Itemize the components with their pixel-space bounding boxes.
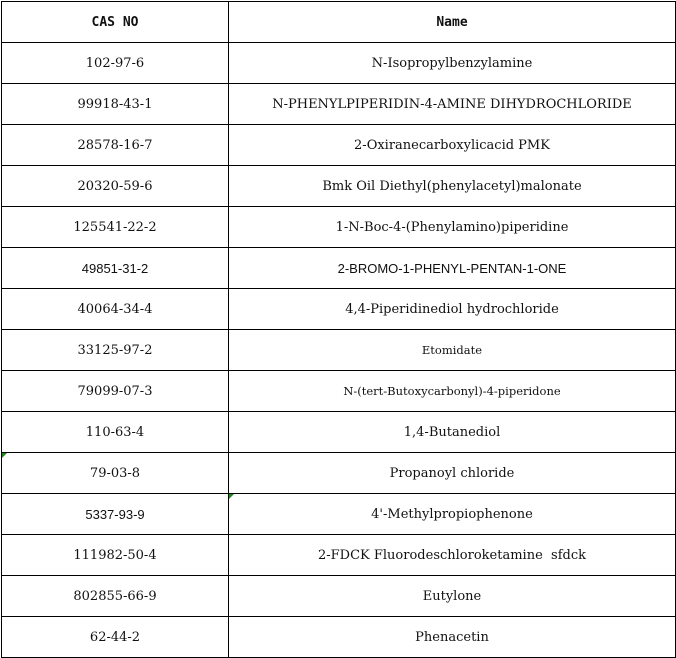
table-row bbox=[2, 125, 676, 166]
table-row bbox=[2, 535, 676, 576]
table-row bbox=[2, 84, 676, 125]
table-row bbox=[2, 43, 676, 84]
table-row bbox=[2, 248, 676, 289]
cas-number-cell: 802855-66-9 bbox=[2, 576, 229, 617]
chemical-name-cell: 1,4-Butanediol bbox=[229, 412, 676, 453]
cas-number-cell: 49851-31-2 bbox=[2, 248, 229, 289]
chemical-name-cell: 2-BROMO-1-PHENYL-PENTAN-1-ONE bbox=[229, 248, 676, 289]
cell-corner-marker bbox=[229, 494, 234, 499]
table-row bbox=[2, 412, 676, 453]
cas-number-cell: 28578-16-7 bbox=[2, 125, 229, 166]
table-row bbox=[2, 289, 676, 330]
header-cas-no: CAS NO bbox=[2, 2, 229, 43]
cas-number-cell: 111982-50-4 bbox=[2, 535, 229, 576]
header-name: Name bbox=[229, 2, 676, 43]
chemical-name-cell: Bmk Oil Diethyl(phenylacetyl)malonate bbox=[229, 166, 676, 207]
chemical-name-cell bbox=[229, 494, 676, 535]
cas-number-cell: 110-63-4 bbox=[2, 412, 229, 453]
cas-number-cell: 20320-59-6 bbox=[2, 166, 229, 207]
table-row bbox=[2, 576, 676, 617]
chemical-name-cell: N-PHENYLPIPERIDIN-4-AMINE DIHYDROCHLORIDE bbox=[229, 84, 676, 125]
cas-number-cell: 79099-07-3 bbox=[2, 371, 229, 412]
chemical-name-cell: Eutylone bbox=[229, 576, 676, 617]
cell-corner-marker bbox=[2, 453, 7, 458]
cas-number-cell: 40064-34-4 bbox=[2, 289, 229, 330]
table-row bbox=[2, 330, 676, 371]
table-header-row bbox=[2, 2, 676, 43]
chemical-name-cell: Etomidate bbox=[229, 330, 676, 371]
table-row bbox=[2, 371, 676, 412]
chemical-name-cell: Phenacetin bbox=[229, 617, 676, 658]
table-row bbox=[2, 166, 676, 207]
chemical-name-cell: Propanoyl chloride bbox=[229, 453, 676, 494]
cas-name-table bbox=[1, 1, 676, 658]
chemical-name-cell: 2-Oxiranecarboxylicacid PMK bbox=[229, 125, 676, 166]
chemical-name-cell: 2-FDCK Fluorodeschloroketamine sfdck bbox=[229, 535, 676, 576]
table-row bbox=[2, 494, 676, 535]
cas-number-cell: 62-44-2 bbox=[2, 617, 229, 658]
chemical-name-cell: N-Isopropylbenzylamine bbox=[229, 43, 676, 84]
chemical-name-cell: 4,4-Piperidinediol hydrochloride bbox=[229, 289, 676, 330]
chemical-name-text: 4'-Methylpropiophenone bbox=[371, 506, 533, 522]
chemical-name-cell: 1-N-Boc-4-(Phenylamino)piperidine bbox=[229, 207, 676, 248]
cas-number-cell: 99918-43-1 bbox=[2, 84, 229, 125]
cas-number-cell: 5337-93-9 bbox=[2, 494, 229, 535]
cas-number-cell: 102-97-6 bbox=[2, 43, 229, 84]
chemical-name-cell: N-(tert-Butoxycarbonyl)-4-piperidone bbox=[229, 371, 676, 412]
cas-number-cell: 33125-97-2 bbox=[2, 330, 229, 371]
cas-number-cell: 125541-22-2 bbox=[2, 207, 229, 248]
cas-number-text: 79-03-8 bbox=[89, 465, 141, 481]
table-row bbox=[2, 617, 676, 658]
table-row bbox=[2, 453, 676, 494]
cas-number-cell bbox=[2, 453, 229, 494]
table-row bbox=[2, 207, 676, 248]
